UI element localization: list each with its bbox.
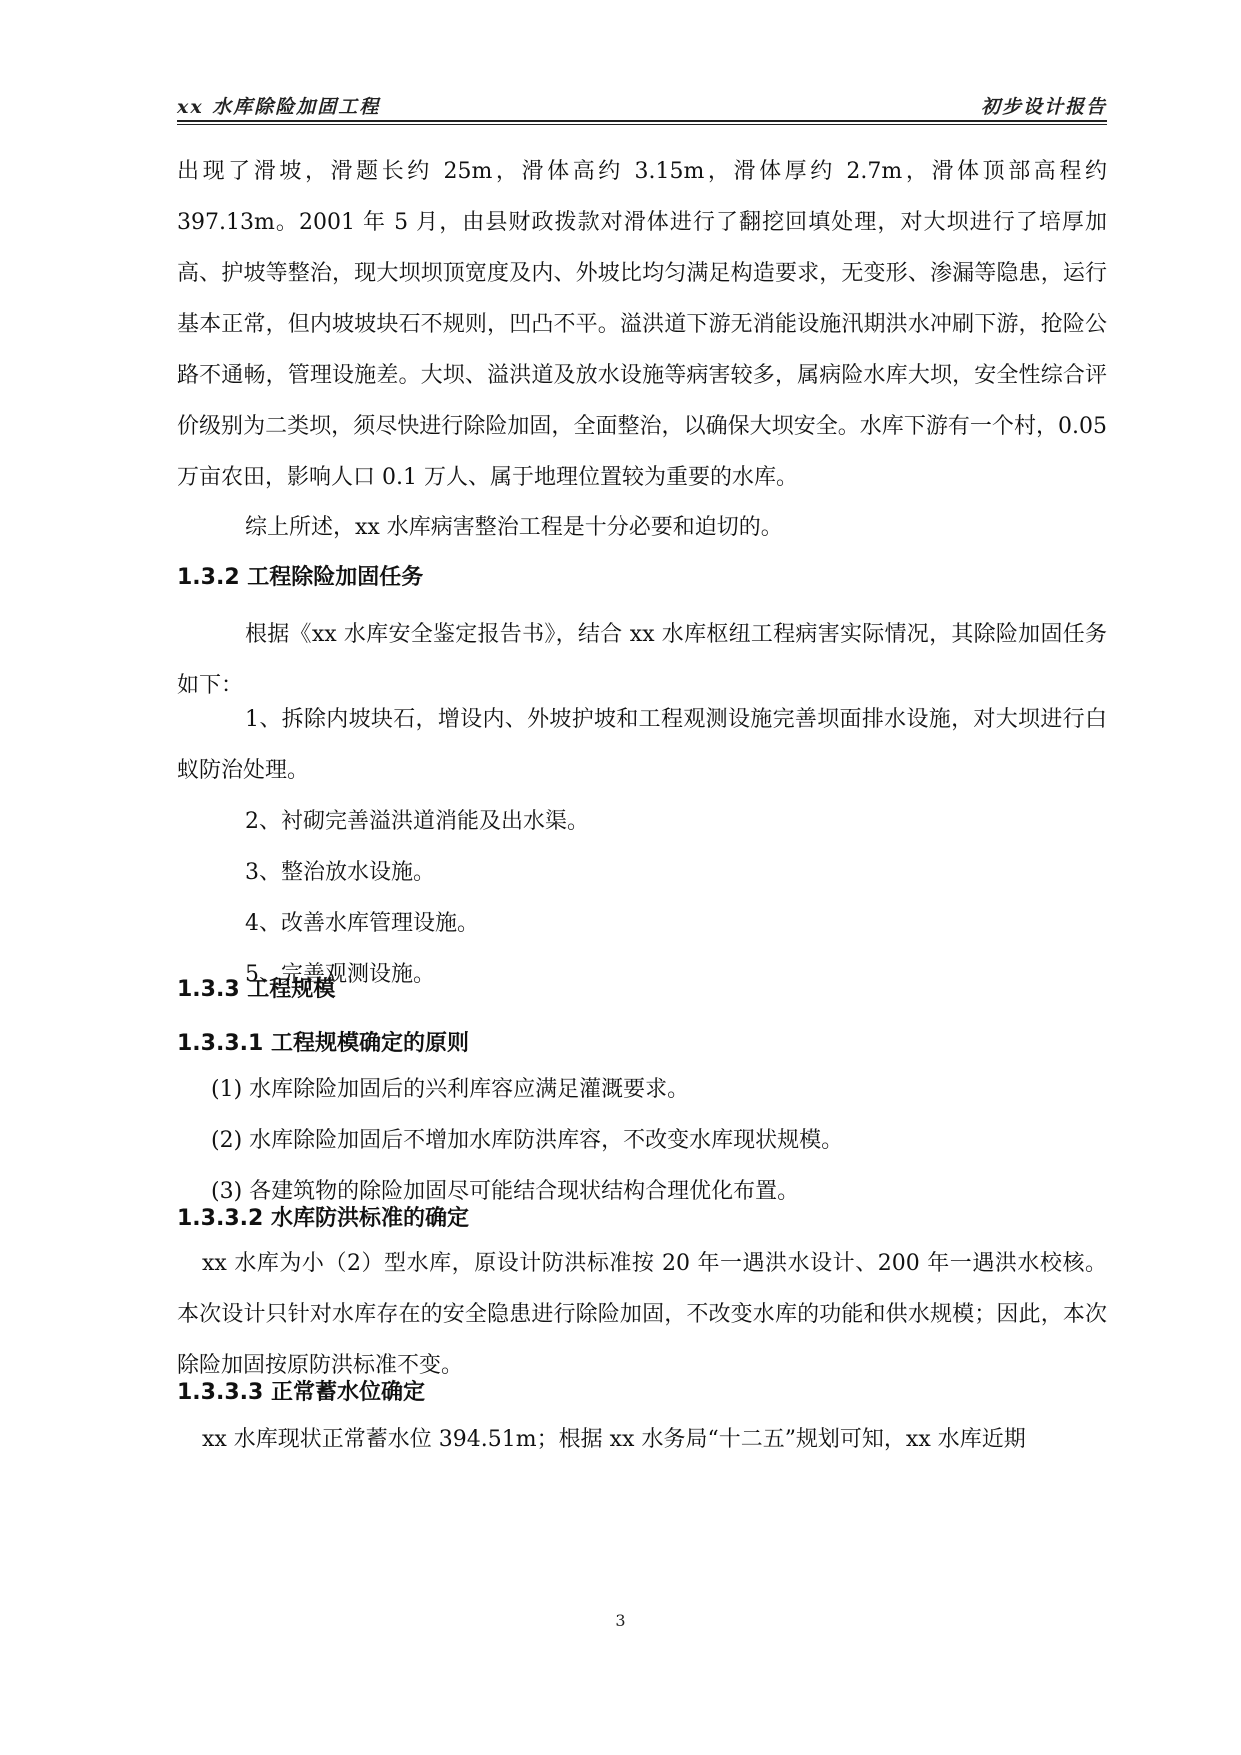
task-item: 5、完善观测设施。 (245, 962, 435, 987)
paragraph-flood-standard: xx 水库为小（2）型水库，原设计防洪标准按 20 年一遇洪水设计、200 年一遇洪水校核。本次设计只针对水库存在的安全隐患进行除险加固，不改变水库的功能和供水规模；因此，本次除险加固按原防洪标准不变。 (177, 1251, 1107, 1378)
page-number: 3 (615, 1611, 626, 1630)
header-project-title: xx 水库除险加固工程 (177, 96, 381, 118)
principle-item: (3) 各建筑物的除险加固尽可能结合现状结构合理优化布置。 (211, 1179, 800, 1204)
paragraph-background: 出现了滑坡，滑题长约 25m，滑体高约 3.15m，滑体厚约 2.7m，滑体顶部高程约 397.13m。2001 年 5 月，由县财政拨款对滑体进行了翻挖回填处理，对大坝进行了培厚加高、护坡等整治，现大坝坝顶宽度及内、外坡比均匀满足构造要求，无变形、渗漏等隐患，运行基本正常，但内坡坡块石不规则，凹凸不平。溢洪道下游无消能设施汛期洪水冲刷下游，抢险公路不通畅，管理设施差。大坝、溢洪道及放水设施等病害较多，属病险水库大坝，安全性综合评价级别为二类坝，须尽快进行除险加固，全面整治，以确保大坝安全。水库下游有一个村，0.05 万亩农田，影响人口 0.1 万人、属于地理位置较为重要的水库。 (177, 159, 1107, 490)
section-heading-1-3-3: 1.3.3 工程规模 (177, 977, 336, 1002)
principle-item: (1) 水库除险加固后的兴利库容应满足灌溉要求。 (211, 1077, 690, 1102)
section-heading-1-3-3-3: 1.3.3.3 正常蓄水位确定 (177, 1380, 425, 1405)
task-item: 4、改善水库管理设施。 (245, 911, 479, 936)
paragraph-conclusion: 综上所述，xx 水库病害整治工程是十分必要和迫切的。 (245, 515, 783, 540)
header-rule (177, 124, 1107, 125)
paragraph-task-intro: 根据《xx 水库安全鉴定报告书》，结合 xx 水库枢纽工程病害实际情况，其除险加固任务如下： (177, 622, 1107, 698)
page-header (177, 92, 1107, 122)
section-heading-1-3-3-1: 1.3.3.1 工程规模确定的原则 (177, 1031, 469, 1056)
task-item: 2、衬砌完善溢洪道消能及出水渠。 (245, 809, 589, 834)
principle-list (177, 1064, 1107, 1217)
header-report-title: 初步设计报告 (980, 96, 1107, 118)
task-item: 3、整治放水设施。 (245, 860, 435, 885)
section-heading-1-3-2: 1.3.2 工程除险加固任务 (177, 565, 424, 590)
paragraph-normal-water-level: xx 水库现状正常蓄水位 394.51m；根据 xx 水务局“十二五”规划可知，xx 水库近期 (202, 1427, 1026, 1452)
section-heading-1-3-3-2: 1.3.3.2 水库防洪标准的确定 (177, 1206, 469, 1231)
task-list (177, 694, 1107, 1000)
principle-item: (2) 水库除险加固后不增加水库防洪库容，不改变水库现状规模。 (211, 1128, 844, 1153)
task-item: 1、拆除内坡块石，增设内、外坡护坡和工程观测设施完善坝面排水设施，对大坝进行白蚁防治处理。 (177, 707, 1107, 783)
